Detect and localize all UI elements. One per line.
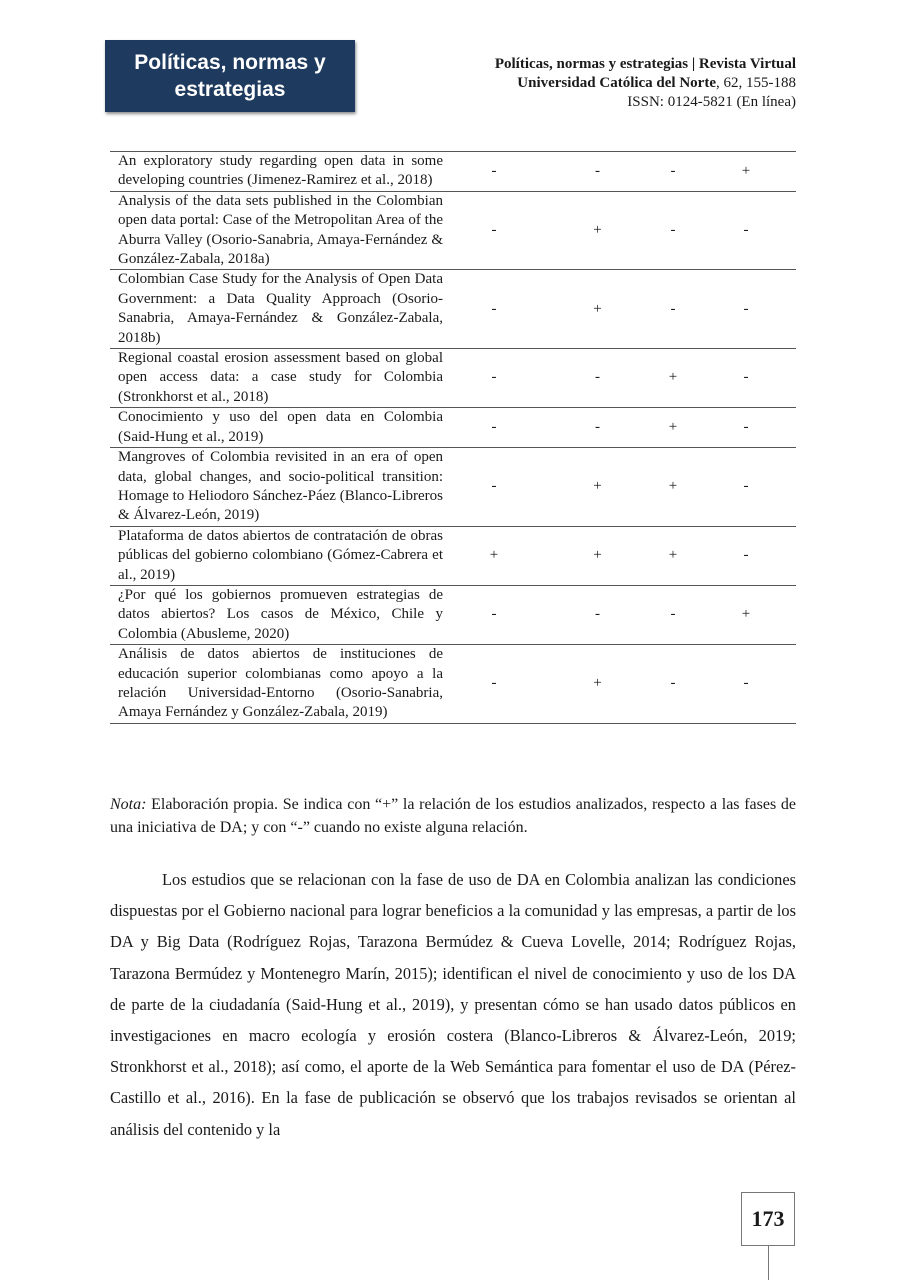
phase-mark-cell: - <box>743 369 749 386</box>
phase-mark-cell: - <box>491 162 497 179</box>
table-row <box>110 408 796 448</box>
phase-mark-cell: + <box>593 478 602 495</box>
phase-mark-cell: + <box>741 162 751 179</box>
phase-mark-cell: - <box>743 478 749 495</box>
journal-issn: ISSN: 0124-5821 (En línea) <box>627 94 796 110</box>
study-title-cell: Plataforma de datos abiertos de contratación de obras públicas del gobierno colombiano (Gómez-Cabrera et al., 2019) <box>118 527 443 583</box>
phase-mark-cell: + <box>489 547 499 564</box>
phase-mark-cell: - <box>595 606 600 623</box>
phase-mark-cell: - <box>595 369 600 386</box>
phase-mark-cell: + <box>668 478 678 495</box>
page-number: 173 <box>741 1192 795 1246</box>
section-badge <box>105 40 355 112</box>
phase-mark-cell: - <box>743 300 749 317</box>
phase-mark-cell: - <box>491 418 497 435</box>
studies-table <box>110 151 796 724</box>
table-row <box>110 349 796 408</box>
phase-mark-cell: - <box>491 478 497 495</box>
phase-mark-cell: + <box>593 221 602 238</box>
section-badge-line-1: Políticas, normas y <box>134 51 326 74</box>
phase-mark-cell: - <box>670 606 676 623</box>
phase-mark-cell: - <box>491 606 497 623</box>
section-badge-line-2: estrategias <box>174 78 286 101</box>
body-paragraph: Los estudios que se relacionan con la fase de uso de DA en Colombia analizan las condiciones dispuestas por el Gobierno nacional para lograr beneficios a la comunidad y las empresas, a partir de los DA y Big Data (Rodríguez Rojas, Tarazona Bermúdez & Cueva Lovelle, 2014; Rodríguez Rojas, Tarazona Bermúdez y Montenegro Marín, 2015); identifican el nivel de conocimiento y uso de los DA de parte de la ciudadanía (Said-Hung et al., 2019), y presentan cómo se han usado datos públicos en investigaciones en macro ecología y erosión costera (Blanco-Libreros & Álvarez-León, 2019; Stronkhorst et al., 2018); así como, el aporte de la Web Semántica para fomentar el uso de DA (Pérez-Castillo et al., 2016). En la fase de publicación se observó que los trabajos revisados se orientan al análisis del contenido y la <box>110 870 796 1139</box>
phase-mark-cell: + <box>668 547 678 564</box>
phase-mark-cell: - <box>595 418 600 435</box>
phase-mark-cell: - <box>670 300 676 317</box>
phase-mark-cell: + <box>668 418 678 435</box>
phase-mark-cell: - <box>743 221 749 238</box>
table-row <box>110 448 796 527</box>
journal-volume-pages: , 62, 155-188 <box>716 75 796 91</box>
phase-mark-cell: + <box>741 606 751 623</box>
journal-issue <box>495 74 796 93</box>
study-title-cell: Colombian Case Study for the Analysis of Open Data Government: a Data Quality Approach (Osorio-Sanabria, Amaya-Fernández & González-Zabala, 2018b) <box>118 271 443 346</box>
journal-header <box>495 55 796 112</box>
table-row <box>110 645 796 724</box>
phase-mark-cell: - <box>491 221 497 238</box>
phase-mark-cell: - <box>743 675 749 692</box>
phase-mark-cell: + <box>593 675 602 692</box>
phase-mark-cell: - <box>743 547 749 564</box>
phase-mark-cell: - <box>743 418 749 435</box>
phase-mark-cell: - <box>491 300 497 317</box>
journal-university: Universidad Católica del Norte <box>517 75 716 91</box>
study-title-cell: An exploratory study regarding open data in some developing countries (Jimenez-Ramirez et al., 2018) <box>118 153 443 189</box>
journal-title: Políticas, normas y estrategias | Revista Virtual <box>494 56 796 72</box>
table-row <box>110 585 796 644</box>
phase-mark-cell: - <box>670 675 676 692</box>
study-title-cell: Análisis de datos abiertos de instituciones de educación superior colombianas como apoyo a la relación Universidad-Entorno (Osorio-Sanabria, Amaya Fernández y González-Zabala, 2019) <box>118 646 443 721</box>
table-row <box>110 270 796 349</box>
phase-mark-cell: - <box>670 162 676 179</box>
phase-mark-cell: - <box>670 221 676 238</box>
phase-mark-cell: - <box>491 675 497 692</box>
table-note-text: Elaboración propia. Se indica con “+” la relación de los estudios analizados, respecto a las fases de una iniciativa de DA; y con “-” cuando no existe alguna relación. <box>110 796 796 836</box>
study-title-cell: Analysis of the data sets published in the Colombian open data portal: Case of the Metropolitan Area of the Aburra Valley (Osorio-Sanabria, Amaya-Fernández & González-Zabala, 2018a) <box>118 192 443 268</box>
phase-mark-cell: + <box>593 547 602 564</box>
table-note <box>110 793 796 839</box>
table-row <box>110 191 796 270</box>
study-title-cell: Regional coastal erosion assessment based on global open access data: a case study for Colombia (Stronkhorst et al., 2018) <box>118 350 443 405</box>
phase-mark-cell: + <box>668 369 678 386</box>
study-title-cell: Conocimiento y uso del open data en Colombia (Said-Hung et al., 2019) <box>118 409 443 445</box>
phase-mark-cell: - <box>491 369 497 386</box>
studies-table-body <box>110 152 796 724</box>
phase-mark-cell: - <box>595 162 600 179</box>
table-row <box>110 526 796 585</box>
page-number-rule <box>768 1246 769 1280</box>
phase-mark-cell: + <box>593 300 602 317</box>
study-title-cell: ¿Por qué los gobiernos promueven estrategias de datos abiertos? Los casos de México, Chile y Colombia (Abusleme, 2020) <box>118 586 443 642</box>
table-note-label: Nota: <box>110 796 147 813</box>
table-row <box>110 152 796 192</box>
study-title-cell: Mangroves of Colombia revisited in an era of open data, global changes, and socio-political transition: Homage to Heliodoro Sánchez-Páez (Blanco-Libreros & Álvarez-León, 2019) <box>118 449 443 524</box>
